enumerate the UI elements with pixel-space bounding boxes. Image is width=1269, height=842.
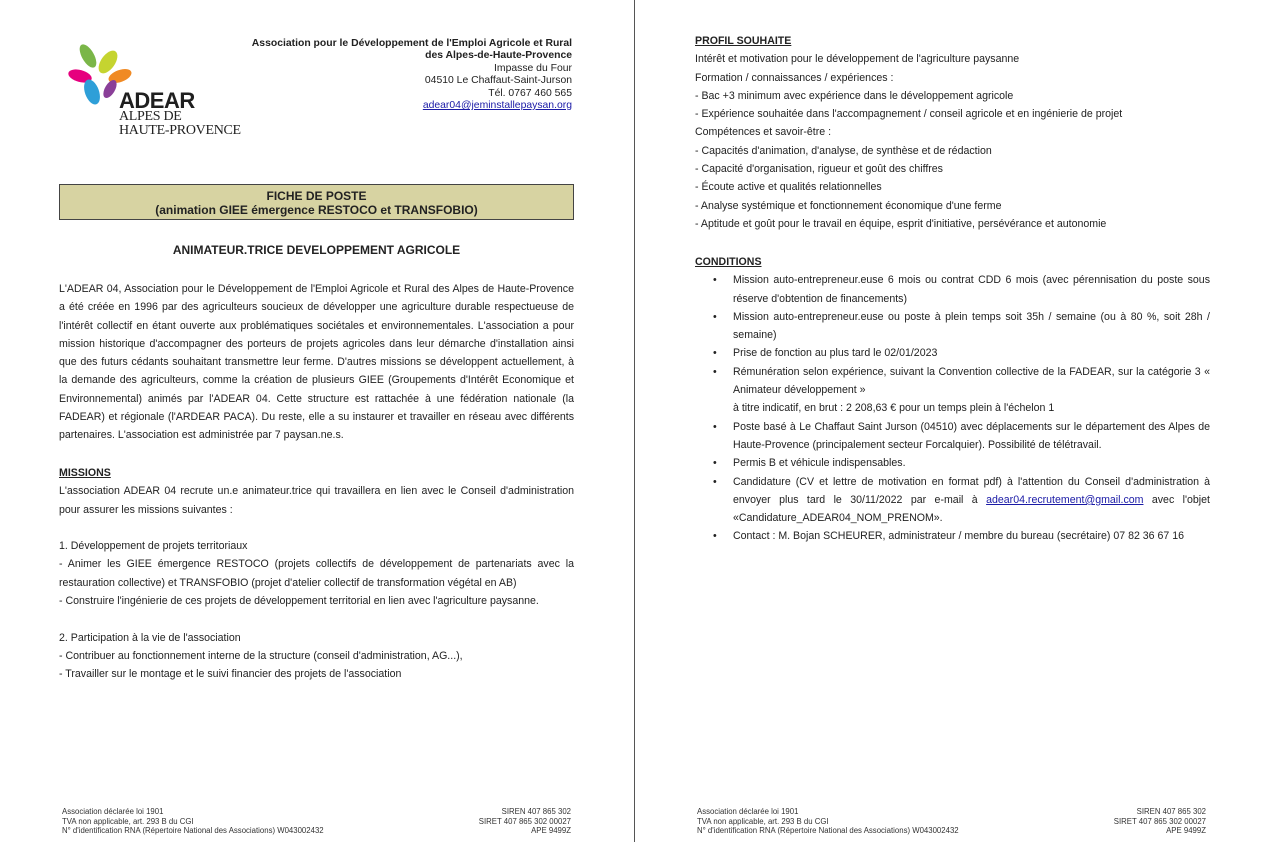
org-street: Impasse du Four xyxy=(494,62,572,74)
fiche-de-poste-header: FICHE DE POSTE (animation GIEE émergence RESTOCO et TRANSFOBIO) xyxy=(59,184,574,220)
profil-line: - Analyse systémique et fonctionnement économique d'une ferme xyxy=(695,199,1002,212)
footer-left: Association déclarée loi 1901 TVA non applicable, art. 293 B du CGI N° d'identification RNA (Répertoire National des Associations) W043002432 xyxy=(62,807,324,836)
profil-line: - Écoute active et qualités relationnelles xyxy=(695,181,882,194)
footer-right: SIREN 407 865 302 SIRET 407 865 302 00027 APE 9499Z xyxy=(478,807,571,836)
footer-right: SIREN 407 865 302 SIRET 407 865 302 00027 APE 9499Z xyxy=(1113,807,1206,836)
logo-subtitle: ALPES DE HAUTE-PROVENCE xyxy=(119,109,241,138)
document-page-2 xyxy=(635,0,1269,842)
conditions-item: • Prise de fonction au plus tard le 02/01/2023 xyxy=(695,344,1210,362)
conditions-list xyxy=(695,271,1210,545)
intro-paragraph: L'ADEAR 04, Association pour le Développement de l'Emploi Agricole et Rural des Alpes de Haute-Provence a été créée en 1996 par des agriculteurs soucieux de développer une agriculture durable respectueuse de l'intérêt collectif en étant ouverte aux problématiques sociétales et environnementales. L'association a pour mission historique d'accompagner des porteurs de projets agricoles dans leur démarche d'installation ainsi que des futurs cédants souhaitant transmettre leur ferme. D'autres missions se développent actuellement, à la demande des agriculteurs, comme la création de plusieurs GIEE (Groupements d'Intérêt Economique et Environnemental) animés par l'ADEAR 04. Cette structure est rattachée à une fédération nationale (la FADEAR) et régionale (l'ARDEAR PACA). Du reste, elle a su instaurer et travailler en réseau avec différents partenaires. L'association est administrée par 7 paysan.ne.s. xyxy=(59,283,574,442)
missions-section1-title: 1. Développement de projets territoriaux xyxy=(59,540,248,553)
org-phone: Tél. 0767 460 565 xyxy=(488,87,572,99)
logo-wordmark: ADEAR xyxy=(119,88,195,113)
recruitment-email-link[interactable]: adear04.recrutement@gmail.com xyxy=(986,493,1144,506)
org-email-link[interactable]: adear04@jeminstallepaysan.org xyxy=(422,100,572,112)
org-name-line1: Association pour le Développement de l'Emploi Agricole et Rural xyxy=(251,38,572,49)
conditions-section xyxy=(695,253,1210,546)
profil-line: - Bac +3 minimum avec expérience dans le développement agricole xyxy=(695,89,1014,102)
missions-section2-title: 2. Participation à la vie de l'association xyxy=(59,631,241,644)
profil-line: - Capacité d'organisation, rigueur et goût des chiffres xyxy=(695,163,943,176)
profil-section xyxy=(695,32,1210,233)
profil-title: PROFIL SOUHAITE xyxy=(695,35,792,47)
conditions-item: • Poste basé à Le Chaffaut Saint Jurson (04510) avec déplacements sur le département des Alpes de Haute-Provence (principalement secteur Forcalquier). Possibilité de télétravail. xyxy=(695,418,1210,455)
conditions-title: CONDITIONS xyxy=(695,256,762,268)
org-city: 04510 Le Chaffaut-Saint-Jurson xyxy=(424,75,572,87)
conditions-item: • Contact : M. Bojan SCHEURER, administrateur / membre du bureau (secrétaire) 07 82 36 67 16 xyxy=(695,527,1210,545)
profil-line: - Aptitude et goût pour le travail en équipe, esprit d'initiative, persévérance et autonomie xyxy=(695,217,1107,230)
missions-section2-item: - Contribuer au fonctionnement interne de la structure (conseil d'administration, AG...), xyxy=(59,649,463,662)
profil-line: Compétences et savoir-être : xyxy=(695,126,832,139)
conditions-item: • Permis B et véhicule indispensables. xyxy=(695,454,1210,472)
org-address-block xyxy=(200,38,572,112)
conditions-item: • Mission auto-entrepreneur.euse ou poste à plein temps soit 35h / semaine (ou à 80 %, soit 28h / semaine) xyxy=(695,308,1210,345)
missions-title: MISSIONS xyxy=(59,467,111,479)
footer-left: Association déclarée loi 1901 TVA non applicable, art. 293 B du CGI N° d'identification RNA (Répertoire National des Associations) W043002432 xyxy=(697,807,959,836)
profil-line: - Capacités d'animation, d'analyse, de synthèse et de rédaction xyxy=(695,144,992,157)
missions-section1-item: - Animer les GIEE émergence RESTOCO (projets collectifs de développement de partenariats avec la restauration collective) et TRANSFOBIO (projet d'atelier collectif de transformation végétal en AB) xyxy=(59,558,574,589)
profil-line: - Expérience souhaitée dans l'accompagnement / conseil agricole et en ingénierie de projet xyxy=(695,108,1123,121)
profil-line: Intérêt et motivation pour le développement de l'agriculture paysanne xyxy=(695,53,1020,66)
conditions-item: • Mission auto-entrepreneur.euse 6 mois ou contrat CDD 6 mois (avec pérennisation du poste sous réserve d'obtention de financements) xyxy=(695,271,1210,308)
missions-section1-item: - Construire l'ingénierie de ces projets de développement territorial en lien avec l'agriculture paysanne. xyxy=(59,595,539,608)
missions-section xyxy=(59,464,574,684)
conditions-item: • Candidature (CV et lettre de motivation en format pdf) à l'attention du Conseil d'administration à envoyer plus tard le 30/11/2022 par e-mail à adear04.recrutement@gmail.com avec l'objet «Candidature_ADEAR04_NOM_PRENOM». xyxy=(695,473,1210,528)
conditions-item: • Rémunération selon expérience, suivant la Convention collective de la FADEAR, sur la catégorie 3 « Animateur développement » à titre indicatif, en brut : 2 208,63 € pour un temps plein à l'échelon 1 xyxy=(695,363,1210,418)
profil-line: Formation / connaissances / expériences : xyxy=(695,71,894,84)
missions-intro: L'association ADEAR 04 recrute un.e animateur.trice qui travaillera en lien avec le Conseil d'administration pour assurer les missions suivantes : xyxy=(59,485,574,516)
document-page-1 xyxy=(0,0,634,842)
org-name-line2: des Alpes-de-Haute-Provence xyxy=(425,50,572,62)
missions-section2-item: - Travailler sur le montage et le suivi financier des projets de l'association xyxy=(59,668,402,681)
job-title: ANIMATEUR.TRICE DEVELOPPEMENT AGRICOLE xyxy=(172,243,461,257)
